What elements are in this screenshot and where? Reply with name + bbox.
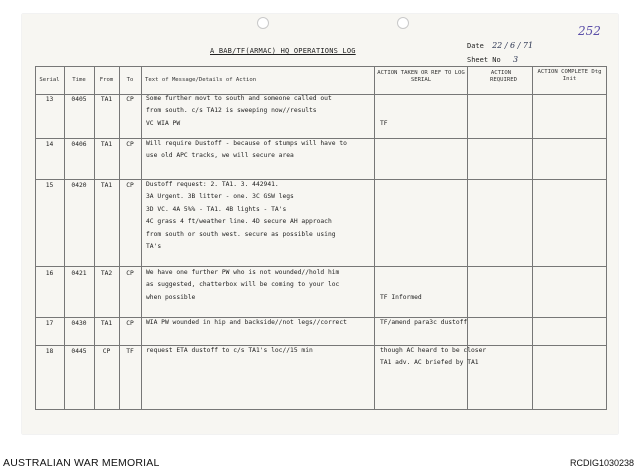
entry-serial: 14 (45, 141, 54, 148)
col-to: To (126, 77, 134, 83)
col-from: From (99, 77, 114, 83)
entry-text-line: Some further movt to south and someone called out (146, 95, 332, 102)
date-label: Date (467, 42, 484, 50)
sheet-value: 3 (512, 55, 519, 64)
entry-time: 0430 (71, 320, 87, 327)
col-text: Text of Message/Details of Action (145, 77, 257, 83)
col-action-complete: ACTION COMPLETE Dtg Init (537, 69, 602, 82)
entry-time: 0406 (71, 141, 87, 148)
entry-to: TF (126, 348, 134, 355)
log-table (35, 66, 607, 410)
entry-from: TA1 (100, 141, 113, 148)
entry-action-note: TF Informed (380, 293, 422, 301)
footer-reference: RCDIG1030238 (569, 458, 634, 468)
entry-to: CP (126, 96, 134, 103)
entry-to: CP (126, 270, 134, 277)
entry-from: TA1 (100, 96, 113, 103)
entry-text-line: 3D VC. 4A 5%% - TA1. 4B lights - TA's (146, 205, 287, 213)
entry-text-line: from south. c/s TA12 is sweeping now//results (146, 107, 317, 115)
sheet-label: Sheet No (467, 56, 501, 64)
col-serial: Serial (39, 77, 60, 83)
entry-text-line: use old APC tracks, we will secure area (146, 152, 294, 160)
entry-serial: 16 (45, 270, 54, 277)
entry-text-line: VC WIA PW (146, 119, 181, 127)
entry-serial: 15 (45, 182, 54, 189)
date-value: 22 / 6 / 71 (492, 41, 534, 50)
footer-credit: AUSTRALIAN WAR MEMORIAL (3, 457, 160, 469)
entry-serial: 18 (45, 348, 54, 355)
entry-action-note: TF (380, 119, 388, 127)
entry-time: 0445 (71, 348, 87, 355)
sheet-field (467, 55, 518, 64)
entry-serial: 13 (45, 96, 54, 103)
entry-from: TA1 (100, 320, 113, 327)
date-field (467, 41, 533, 50)
page-number-stamp: 252 (578, 24, 601, 38)
punch-hole-right (397, 17, 409, 29)
punch-hole-left (257, 17, 269, 29)
entry-from: TA2 (100, 270, 113, 277)
entry-text-line: 4C grass 4 ft/weather line. 4D secure AH approach (146, 218, 332, 226)
col-action-req: ACTION REQUIRED (490, 70, 517, 83)
entry-text-line: as suggested, chatterbox will be coming to your loc (146, 281, 340, 289)
entry-text-line: 3A Urgent. 3B litter - one. 3C GSW legs (146, 193, 294, 201)
entry-from: TA1 (100, 182, 113, 189)
entry-text-line: Will require Dustoff - because of stumps will have to (146, 140, 347, 147)
entry-text-line: We have one further PW who is not wounded//hold him (146, 269, 340, 276)
entry-text-line: when possible (146, 293, 196, 301)
entry-time: 0405 (71, 96, 87, 103)
entry-text-line: request ETA dustoff to c/s TA1's loc//15 min (146, 347, 313, 354)
entry-to: CP (126, 141, 134, 148)
entry-text-line: TA's (146, 243, 162, 250)
entry-to: CP (126, 182, 134, 189)
log-title: A BAB/TF(ARMAC) HQ OPERATIONS LOG (210, 47, 356, 55)
entry-to: CP (126, 320, 134, 327)
entry-from: CP (102, 348, 111, 355)
entry-action-note: TF/amend para3c dustoff (380, 319, 468, 326)
entry-time: 0421 (71, 270, 87, 277)
col-action-ref: ACTION TAKEN OR REF TO LOG SERIAL (377, 70, 465, 83)
entry-text-line: Dustoff request: 2. TA1. 3. 442941. (146, 181, 279, 188)
entry-action-note: TA1 adv. AC briefed by TA1 (380, 359, 479, 367)
entry-time: 0420 (71, 182, 87, 189)
entry-text-line: from south or south west. secure as possible using (146, 230, 336, 238)
entry-action-note: though AC heard to be closer (380, 347, 487, 354)
entry-serial: 17 (45, 320, 54, 327)
entry-text-line: WIA PW wounded in hip and backside//not legs//correct (146, 319, 347, 326)
col-time: Time (72, 77, 86, 83)
